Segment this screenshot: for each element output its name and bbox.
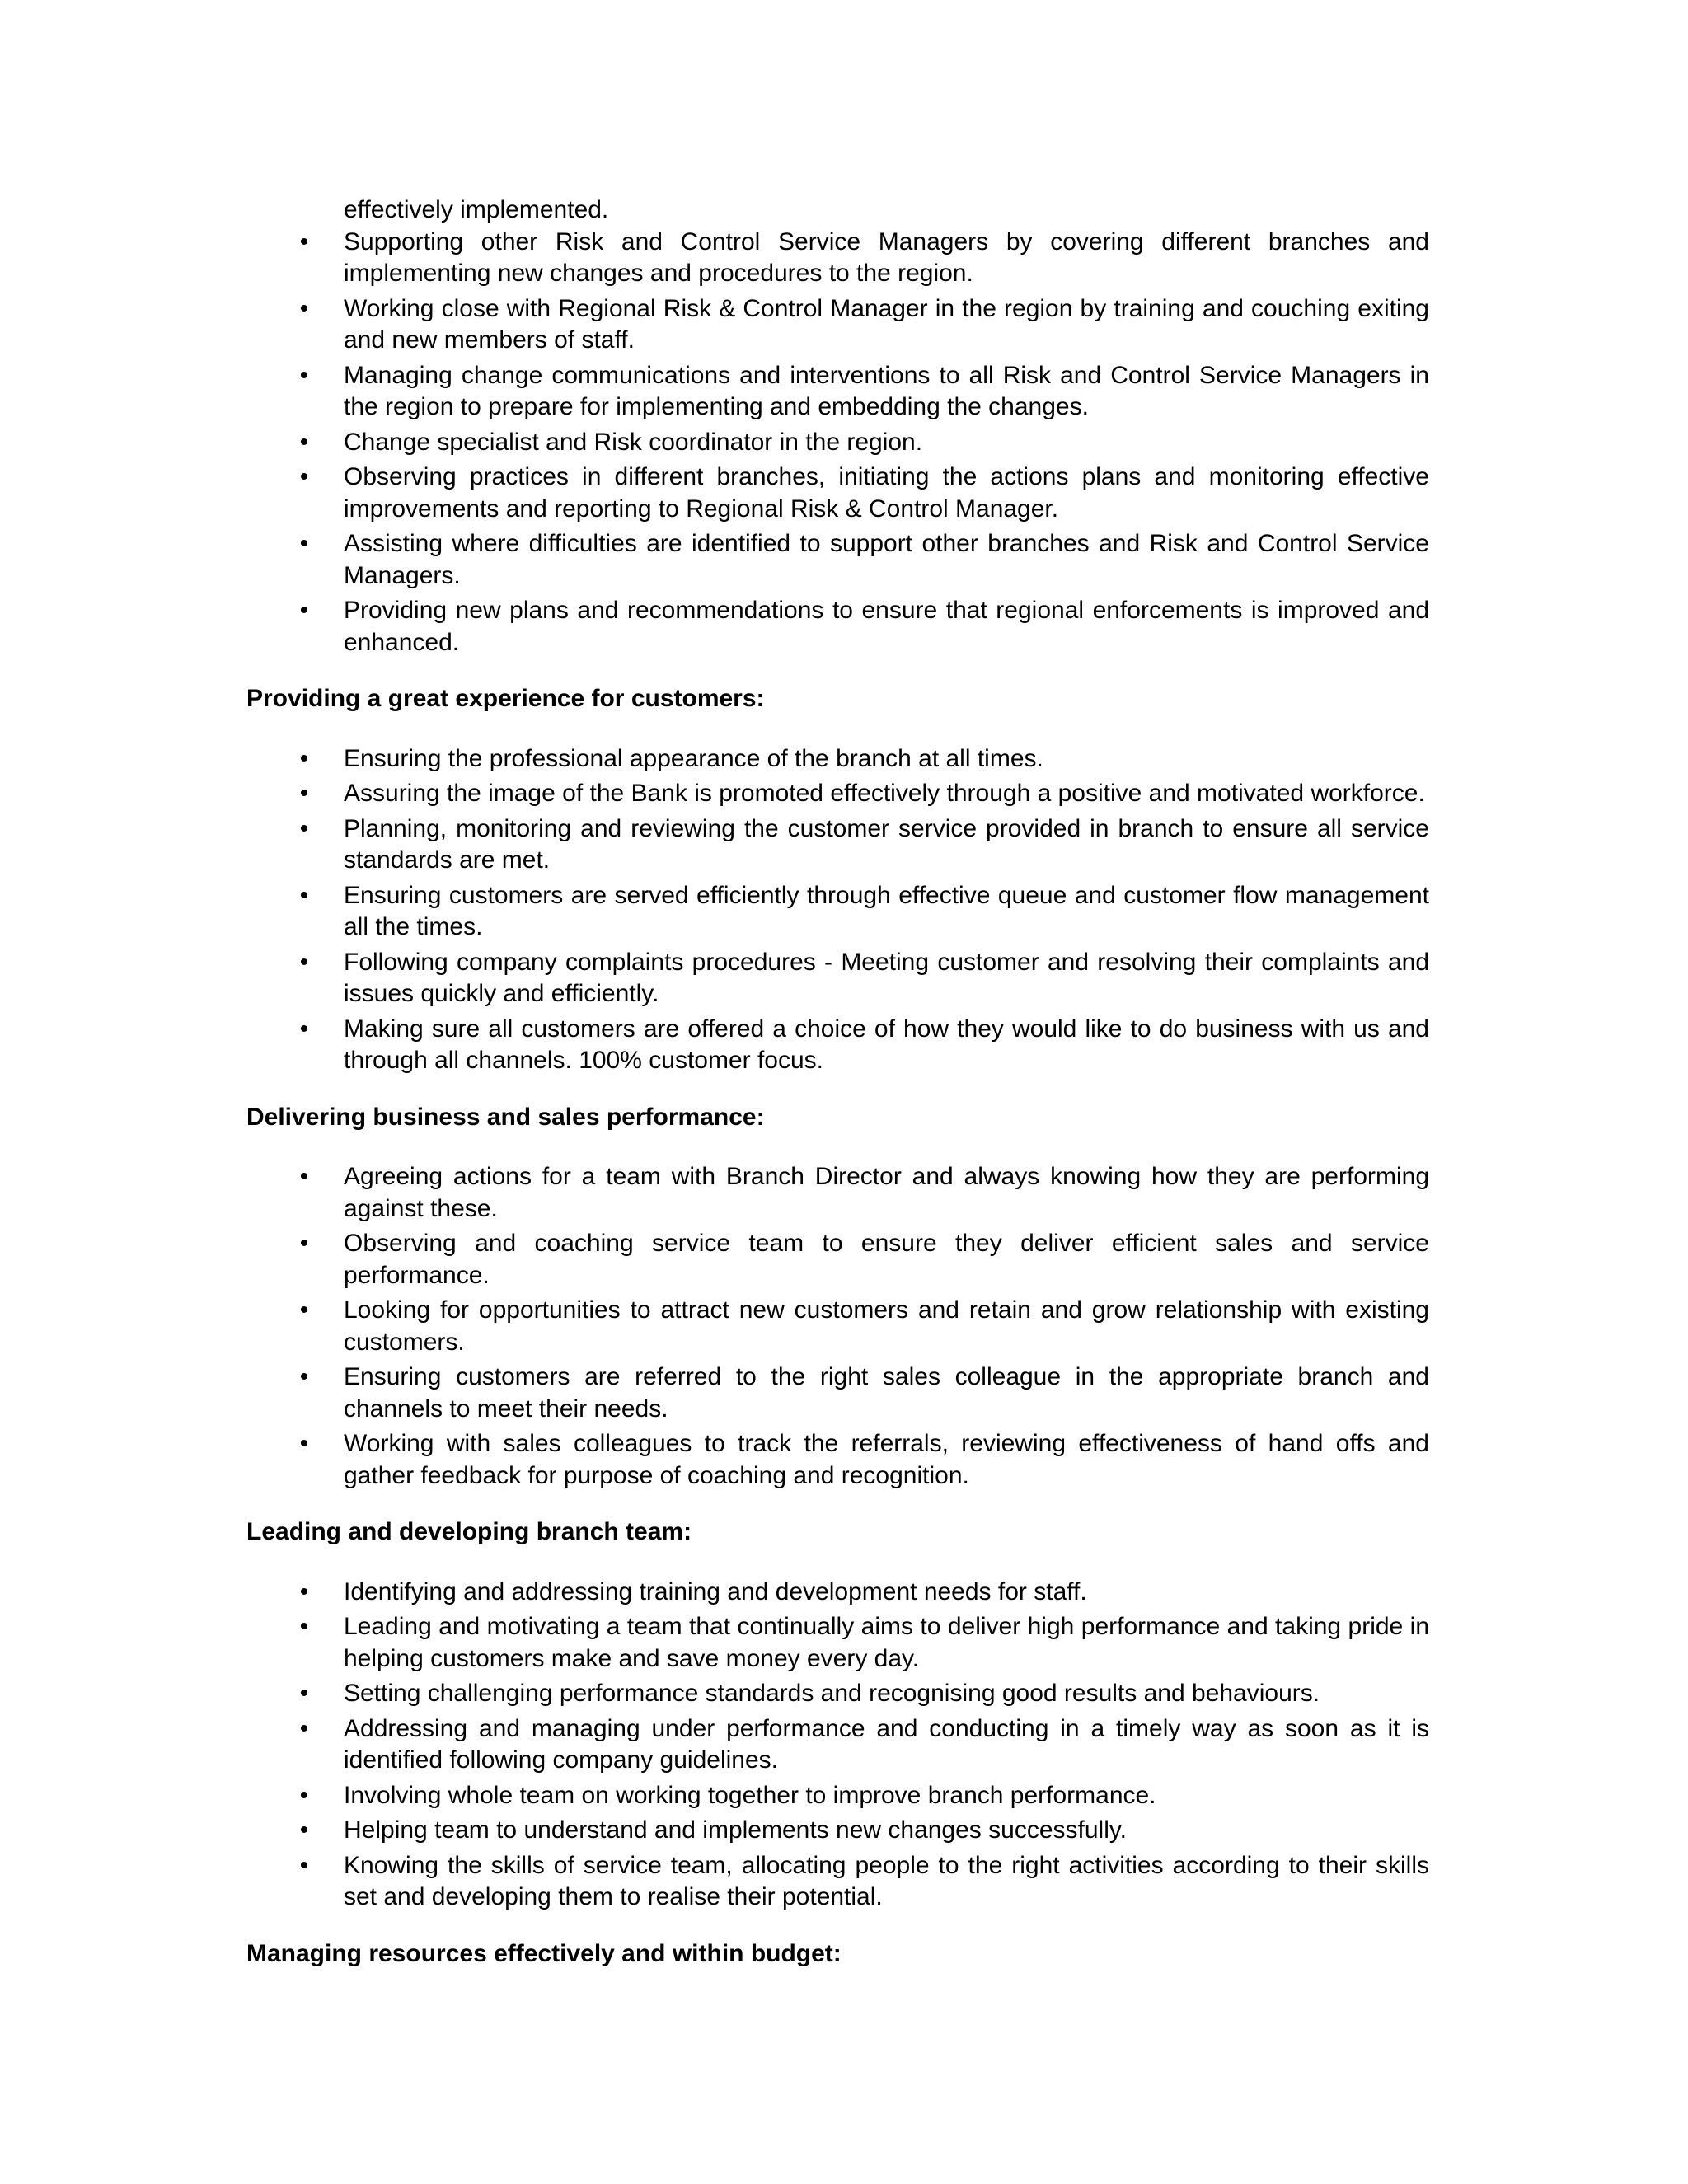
list-item-text: Setting challenging performance standards and recognising good results and behaviours.: [344, 1680, 1320, 1707]
bullet-icon: •: [299, 1816, 309, 1844]
list-item: [246, 462, 1429, 525]
bullet-icon: •: [299, 1015, 309, 1043]
list-item: [246, 1361, 1429, 1425]
list-item-text: Assisting where difficulties are identified to support other branches and Risk and Control Service Managers.: [344, 530, 1429, 589]
team-bullet-list: [246, 1577, 1429, 1914]
list-item-text: Addressing and managing under performance and conducting in a timely way as soon as it is identified following company guidelines.: [344, 1714, 1429, 1774]
list-item: [246, 880, 1429, 944]
list-item-text: Knowing the skills of service team, allocating people to the right activities according to their skills set and developing them to realise their potential.: [344, 1851, 1429, 1910]
bullet-icon: •: [299, 463, 309, 490]
list-item: [246, 947, 1429, 1010]
list-item: [246, 1295, 1429, 1358]
list-item: [246, 1713, 1429, 1777]
list-item-text: Working with sales colleagues to track the referrals, reviewing effectiveness of hand offs and gather feedback for purpose of coaching and recognition.: [344, 1430, 1429, 1489]
list-item: [246, 1014, 1429, 1077]
list-item-text: Planning, monitoring and reviewing the customer service provided in branch to ensure all service standards are met.: [344, 814, 1429, 874]
list-item: [246, 528, 1429, 592]
list-item: [246, 1780, 1429, 1812]
list-item-text: Working close with Regional Risk & Control Manager in the region by training and couching exiting and new members of staff.: [344, 294, 1429, 354]
section-heading-resources: Managing resources effectively and within budget:: [246, 1939, 842, 1967]
list-item: [246, 1850, 1429, 1914]
list-item: [246, 1228, 1429, 1291]
list-item-text: Involving whole team on working together to improve branch performance.: [344, 1781, 1156, 1809]
list-item: [246, 813, 1429, 877]
bullet-icon: •: [299, 1851, 309, 1879]
list-item: [246, 778, 1429, 810]
bullet-icon: •: [299, 1613, 309, 1640]
list-item-text: Leading and motivating a team that continually aims to deliver high performance and taking pride in helping customers make and save money every day.: [344, 1613, 1429, 1672]
section-heading-customers: Providing a great experience for customers:: [246, 685, 765, 712]
list-item: [246, 227, 1429, 290]
list-item: [246, 1815, 1429, 1847]
list-item-text: Managing change communications and interventions to all Risk and Control Service Managers in the region to prepare for implementing and embedding the changes.: [344, 361, 1429, 420]
list-item-text: Assuring the image of the Bank is promoted effectively through a positive and motivated workforce.: [344, 780, 1425, 807]
list-item: [246, 427, 1429, 459]
list-item-text: Identifying and addressing training and development needs for staff.: [344, 1577, 1087, 1605]
bullet-icon: •: [299, 1430, 309, 1457]
bullet-icon: •: [299, 881, 309, 909]
list-item-text: Observing and coaching service team to ensure they deliver efficient sales and service performance.: [344, 1230, 1429, 1289]
bullet-icon: •: [299, 1296, 309, 1324]
list-item-text: Agreeing actions for a team with Branch Director and always knowing how they are performing against these.: [344, 1163, 1429, 1222]
list-item: [246, 1577, 1429, 1609]
bullet-icon: •: [299, 948, 309, 976]
sales-bullet-list: [246, 1161, 1429, 1492]
list-item: [246, 1161, 1429, 1225]
bullet-icon: •: [299, 1680, 309, 1707]
bullet-icon: •: [299, 1577, 309, 1605]
list-item-text: Ensuring customers are served efficiently through effective queue and customer flow management all the times.: [344, 881, 1429, 940]
intro-bullet-list: [246, 227, 1429, 659]
bullet-icon: •: [299, 1163, 309, 1190]
continuation-line: effectively implemented.: [344, 196, 609, 223]
list-item-text: Supporting other Risk and Control Service Managers by covering different branches and implementing new changes and procedures to the region.: [344, 227, 1429, 287]
bullet-icon: •: [299, 597, 309, 624]
list-item: [246, 743, 1429, 776]
bullet-icon: •: [299, 1781, 309, 1809]
bullet-icon: •: [299, 814, 309, 842]
list-item-text: Helping team to understand and implements new changes successfully.: [344, 1816, 1127, 1844]
bullet-icon: •: [299, 361, 309, 389]
list-item-text: Providing new plans and recommendations to ensure that regional enforcements is improved and enhanced.: [344, 597, 1429, 656]
list-item-text: Ensuring customers are referred to the right sales colleague in the appropriate branch and channels to meet their needs.: [344, 1363, 1429, 1422]
bullet-icon: •: [299, 780, 309, 807]
list-item: [246, 293, 1429, 357]
bullet-icon: •: [299, 227, 309, 255]
list-item-text: Looking for opportunities to attract new customers and retain and grow relationship with existing customers.: [344, 1296, 1429, 1356]
bullet-icon: •: [299, 1363, 309, 1390]
list-item-text: Observing practices in different branches, initiating the actions plans and monitoring effective improvements and reporting to Regional Risk & Control Manager.: [344, 463, 1429, 523]
list-item-text: Ensuring the professional appearance of the branch at all times.: [344, 744, 1043, 772]
bullet-icon: •: [299, 744, 309, 772]
list-item: [246, 1611, 1429, 1675]
list-item: [246, 1428, 1429, 1492]
list-item: [246, 595, 1429, 658]
bullet-icon: •: [299, 428, 309, 456]
list-item: [246, 360, 1429, 424]
bullet-icon: •: [299, 530, 309, 557]
list-item: [246, 1678, 1429, 1710]
section-heading-sales: Delivering business and sales performance:: [246, 1103, 765, 1131]
list-item-text: Making sure all customers are offered a choice of how they would like to do business with us and through all channels. 100% customer focus.: [344, 1015, 1429, 1074]
bullet-icon: •: [299, 1230, 309, 1257]
document-body: [246, 194, 1429, 1970]
bullet-icon: •: [299, 294, 309, 322]
list-item-text: Following company complaints procedures - Meeting customer and resolving their complaints and issues quickly and efficiently.: [344, 948, 1429, 1007]
section-heading-team: Leading and developing branch team:: [246, 1518, 692, 1545]
bullet-icon: •: [299, 1714, 309, 1742]
list-item-text: Change specialist and Risk coordinator in the region.: [344, 428, 923, 456]
customers-bullet-list: [246, 743, 1429, 1077]
